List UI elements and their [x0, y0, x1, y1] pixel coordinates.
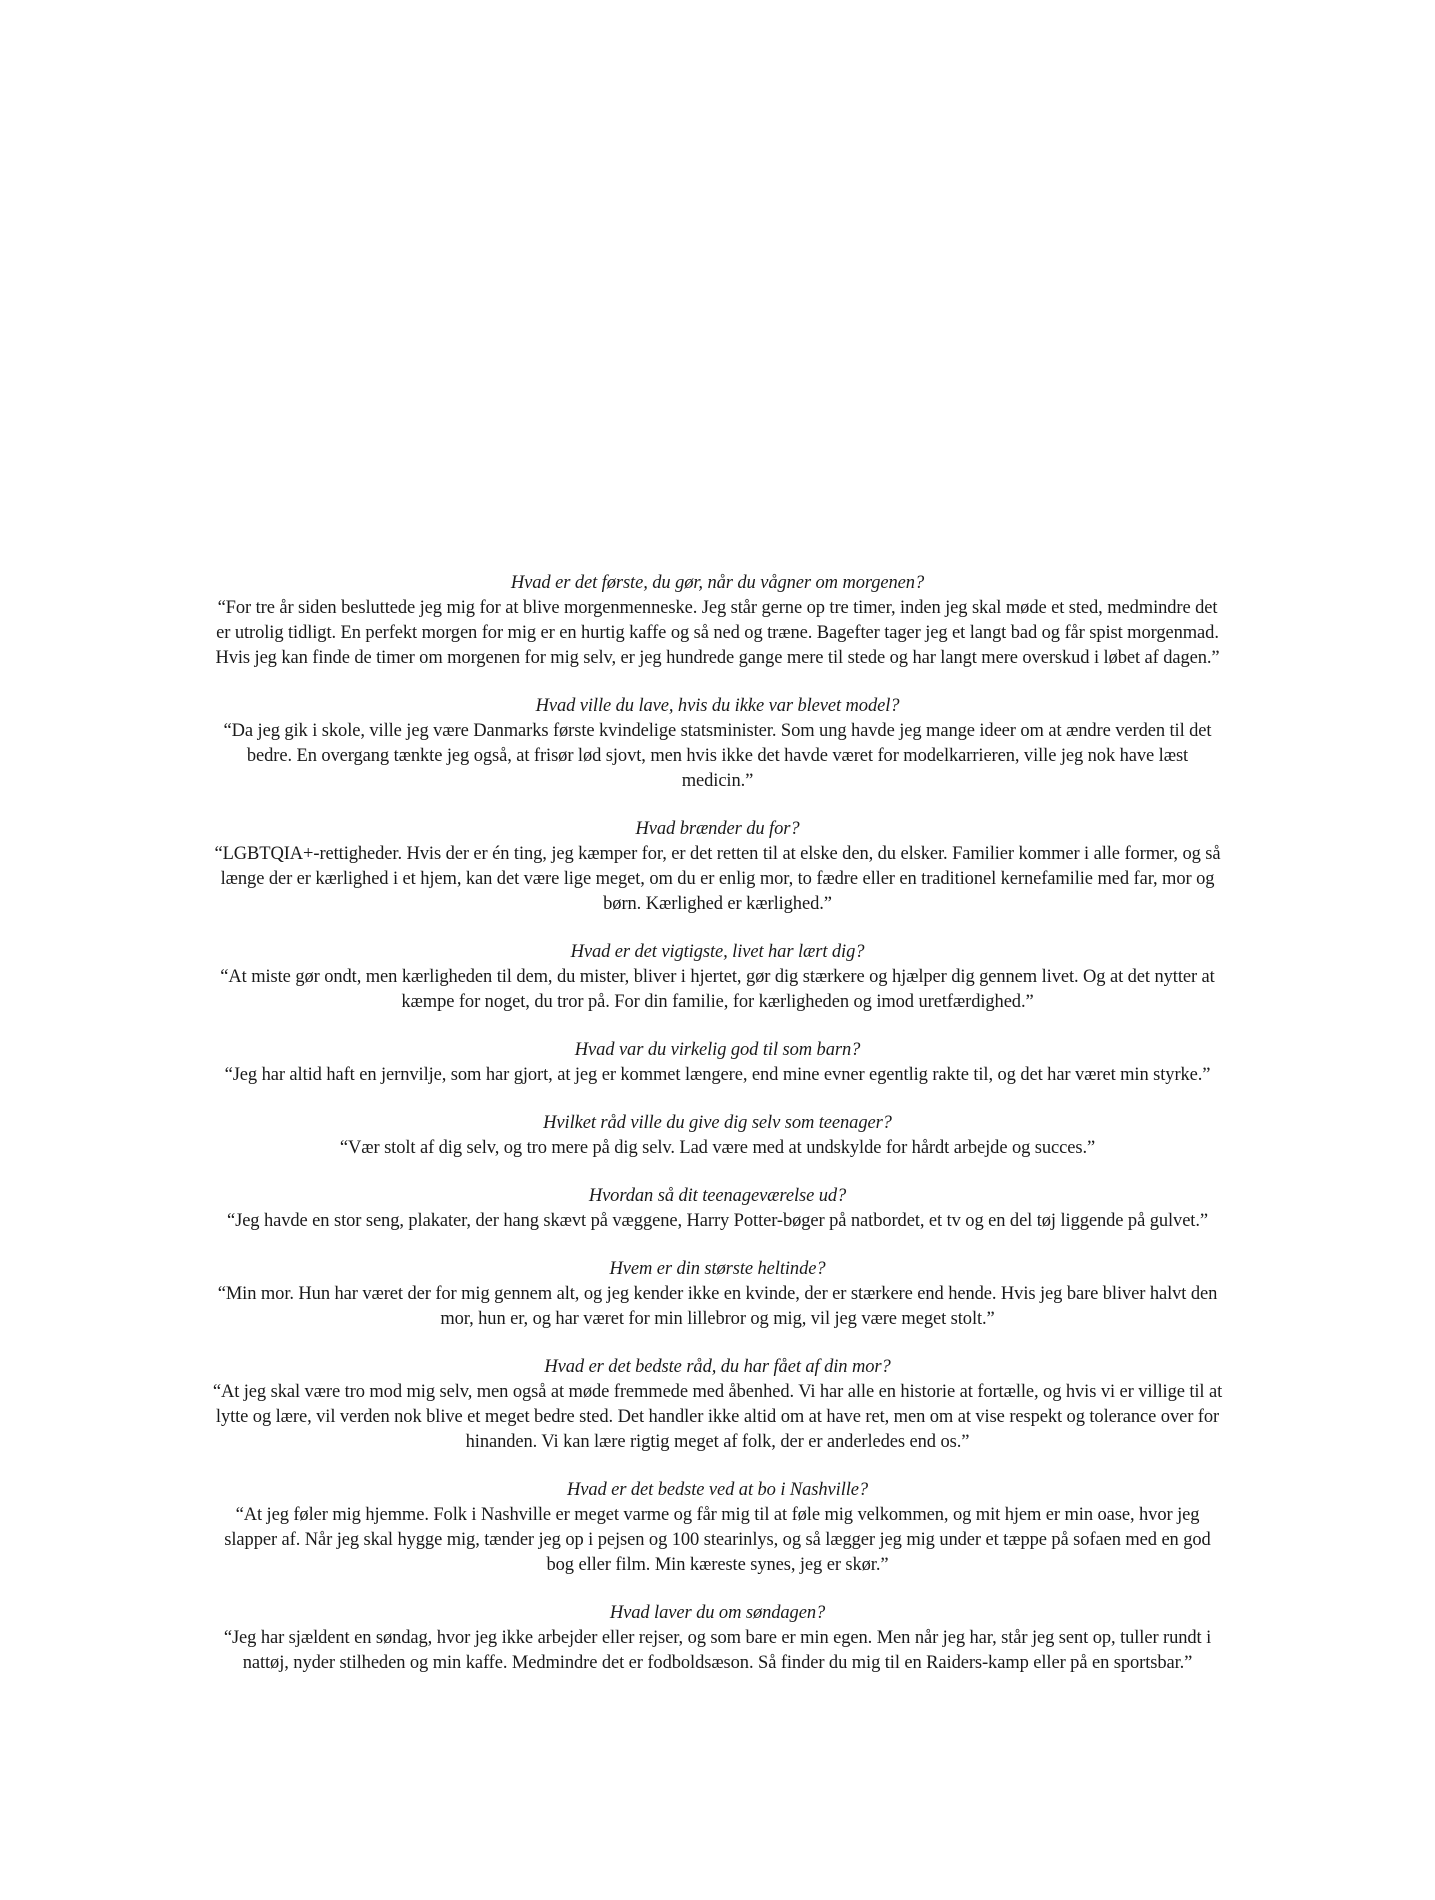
interview-qa-list — [210, 571, 1225, 1699]
qa-block-6 — [210, 1111, 1225, 1161]
question-4: Hvad er det vigtigste, livet har lært dig? — [570, 942, 865, 962]
qa-block-7 — [210, 1184, 1225, 1234]
answer-11: “Jeg har sjældent en søndag, hvor jeg ikke arbejder eller rejser, og som bare er min egen. Men når jeg har, står jeg sent op, tuller rundt i nattøj, nyder stilheden og min kaffe. Medmindre det er fodboldsæson. Så finder du mig til en Raiders-kamp eller på en sportsbar.” — [223, 1628, 1212, 1673]
answer-1: “For tre år siden besluttede jeg mig for at blive morgenmenneske. Jeg står gerne op tre timer, inden jeg skal møde et sted, medmindre det er utrolig tidligt. En perfekt morgen for mig er en hurtig kaffe og så ned og træne. Bagefter tager jeg et langt bad og får spist morgenmad. Hvis jeg kan finde de timer om morgenen for mig selv, er jeg hundrede gange mere til stede og har langt mere overskud i løbet af dagen.” — [215, 598, 1220, 668]
question-5: Hvad var du virkelig god til som barn? — [574, 1040, 861, 1060]
answer-3: “LGBTQIA+-rettigheder. Hvis der er én ting, jeg kæmper for, er det retten til at elske den, du elsker. Familier kommer i alle former, og så længe der er kærlighed i et hjem, kan det være lige meget, om du er enlig mor, to fædre eller en traditionel kernefamilie med far, mor og børn. Kærlighed er kærlighed.” — [214, 844, 1221, 914]
answer-2: “Da jeg gik i skole, ville jeg være Danmarks første kvindelige statsminister. Som ung havde jeg mange ideer om at ændre verden til det bedre. En overgang tænkte jeg også, at frisør lød sjovt, men hvis ikke det havde været for modelkarrieren, ville jeg nok have læst medicin.” — [223, 721, 1212, 791]
answer-5: “Jeg har altid haft en jernvilje, som har gjort, at jeg er kommet længere, end mine evner egentlig rakte til, og det har været min styrke.” — [224, 1065, 1211, 1085]
question-11: Hvad laver du om søndagen? — [609, 1603, 826, 1623]
answer-4: “At miste gør ondt, men kærligheden til dem, du mister, bliver i hjertet, gør dig stærkere og hjælper dig gennem livet. Og at det nytter at kæmpe for noget, du tror på. For din familie, for kærligheden og imod uretfærdighed.” — [220, 967, 1215, 1012]
qa-block-5 — [210, 1038, 1225, 1088]
question-1: Hvad er det første, du gør, når du vågner om morgenen? — [510, 573, 925, 593]
qa-block-9 — [210, 1355, 1225, 1455]
qa-block-1 — [210, 571, 1225, 671]
question-10: Hvad er det bedste ved at bo i Nashville? — [566, 1480, 869, 1500]
question-8: Hvem er din største heltinde? — [609, 1259, 826, 1279]
answer-9: “At jeg skal være tro mod mig selv, men også at møde fremmede med åbenhed. Vi har alle en historie at fortælle, og hvis vi er villige til at lytte og lære, vil verden nok blive et meget bedre sted. Det handler ikke altid om at have ret, men om at vise respekt og tolerance over for hinanden. Vi kan lære rigtig meget af folk, der er anderledes end os.” — [212, 1382, 1223, 1452]
answer-6: “Vær stolt af dig selv, og tro mere på dig selv. Lad være med at undskylde for hårdt arbejde og succes.” — [339, 1138, 1096, 1158]
qa-block-2 — [210, 694, 1225, 794]
qa-block-10 — [210, 1478, 1225, 1578]
answer-10: “At jeg føler mig hjemme. Folk i Nashville er meget varme og får mig til at føle mig velkommen, og mit hjem er min oase, hvor jeg slapper af. Når jeg skal hygge mig, tænder jeg op i pejsen og 100 stearinlys, og så lægger jeg mig under et tæppe på sofaen med en god bog eller film. Min kæreste synes, jeg er skør.” — [224, 1505, 1211, 1575]
question-6: Hvilket råd ville du give dig selv som teenager? — [543, 1113, 892, 1133]
qa-block-3 — [210, 817, 1225, 917]
answer-8: “Min mor. Hun har været der for mig gennem alt, og jeg kender ikke en kvinde, der er stærkere end hende. Hvis jeg bare bliver halvt den mor, hun er, og har været for min lillebror og mig, vil jeg være meget stolt.” — [217, 1284, 1218, 1329]
qa-block-11 — [210, 1601, 1225, 1676]
qa-block-8 — [210, 1257, 1225, 1332]
question-9: Hvad er det bedste råd, du har fået af din mor? — [544, 1357, 891, 1377]
question-7: Hvordan så dit teenageværelse ud? — [588, 1186, 847, 1206]
answer-7: “Jeg havde en stor seng, plakater, der hang skævt på væggene, Harry Potter-bøger på natbordet, et tv og en del tøj liggende på gulvet.” — [226, 1211, 1208, 1231]
question-2: Hvad ville du lave, hvis du ikke var blevet model? — [535, 696, 900, 716]
question-3: Hvad brænder du for? — [635, 819, 800, 839]
qa-block-4 — [210, 940, 1225, 1015]
